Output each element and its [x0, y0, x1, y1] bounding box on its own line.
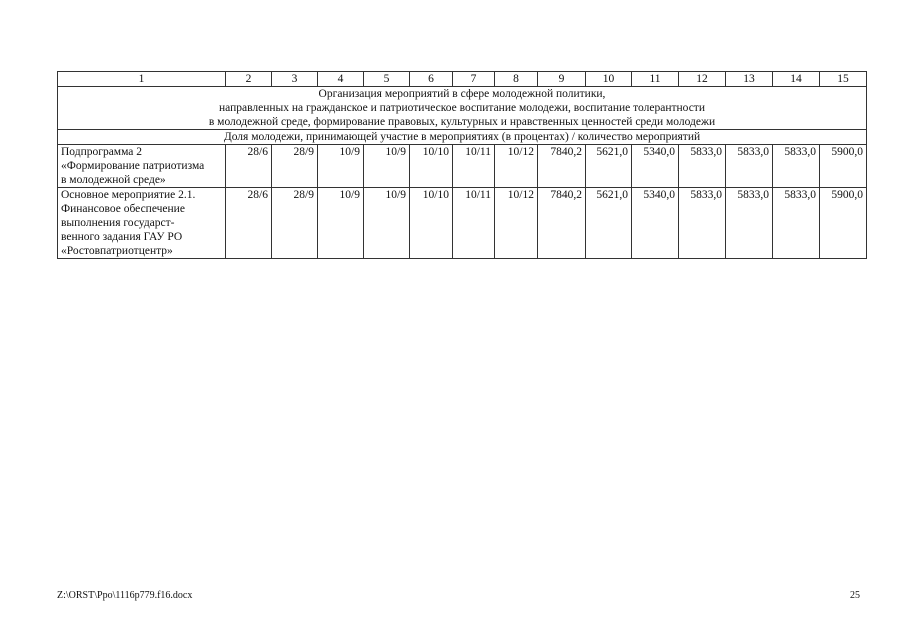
page-number: 25 [850, 590, 860, 601]
value-cell: 10/9 [364, 188, 410, 259]
value-cell: 5833,0 [773, 145, 820, 188]
value-cell: 5340,0 [632, 188, 679, 259]
value-cell: 7840,2 [538, 145, 586, 188]
section-title [58, 87, 867, 130]
table-row [58, 145, 867, 188]
column-number: 4 [318, 72, 364, 87]
section-title-line: в молодежной среде, формирование правовых, культурных и нравственных ценностей среди молодежи [208, 116, 716, 128]
table-row [58, 188, 867, 259]
section-title-line: Организация мероприятий в сфере молодежной политики, [318, 88, 606, 100]
value-cell: 10/10 [410, 145, 453, 188]
value-cell: 10/12 [495, 145, 538, 188]
column-number: 2 [226, 72, 272, 87]
column-number: 1 [58, 72, 226, 87]
value-cell: 10/9 [318, 188, 364, 259]
column-number: 6 [410, 72, 453, 87]
value-cell: 5621,0 [586, 188, 632, 259]
value-cell: 5833,0 [679, 145, 726, 188]
column-number: 12 [679, 72, 726, 87]
column-number: 13 [726, 72, 773, 87]
column-number-row [58, 72, 867, 87]
value-cell: 28/6 [226, 145, 272, 188]
value-cell: 5621,0 [586, 145, 632, 188]
value-cell: 28/9 [272, 188, 318, 259]
value-cell: 5833,0 [726, 145, 773, 188]
column-number: 7 [453, 72, 495, 87]
program-table [57, 71, 867, 259]
column-number: 8 [495, 72, 538, 87]
value-cell: 5900,0 [820, 145, 867, 188]
column-number: 9 [538, 72, 586, 87]
column-number: 14 [773, 72, 820, 87]
column-number: 5 [364, 72, 410, 87]
value-cell: 5833,0 [726, 188, 773, 259]
file-path: Z:\ORST\Ppo\1116p779.f16.docx [57, 590, 193, 601]
value-cell: 5833,0 [679, 188, 726, 259]
value-cell: 10/10 [410, 188, 453, 259]
value-cell: 28/6 [226, 188, 272, 259]
row-name: Основное мероприятие 2.1. Финансовое обеспечение выполнения государст- венного задания ГАУ РО «Ростовпатриотцентр» [58, 188, 226, 259]
column-number: 3 [272, 72, 318, 87]
indicator-row [58, 130, 867, 145]
section-title-row [58, 87, 867, 130]
column-number: 10 [586, 72, 632, 87]
column-number: 11 [632, 72, 679, 87]
value-cell: 28/9 [272, 145, 318, 188]
value-cell: 7840,2 [538, 188, 586, 259]
row-name: Подпрограмма 2 «Формирование патриотизма в молодежной среде» [58, 145, 226, 188]
value-cell: 10/9 [318, 145, 364, 188]
value-cell: 10/12 [495, 188, 538, 259]
value-cell: 5833,0 [773, 188, 820, 259]
value-cell: 5900,0 [820, 188, 867, 259]
indicator-title: Доля молодежи, принимающей участие в мероприятиях (в процентах) / количество мероприятий [58, 130, 867, 145]
value-cell: 10/9 [364, 145, 410, 188]
section-title-line: направленных на гражданское и патриотическое воспитание молодежи, воспитание толерантности [218, 102, 705, 114]
value-cell: 10/11 [453, 145, 495, 188]
value-cell: 10/11 [453, 188, 495, 259]
value-cell: 5340,0 [632, 145, 679, 188]
column-number: 15 [820, 72, 867, 87]
